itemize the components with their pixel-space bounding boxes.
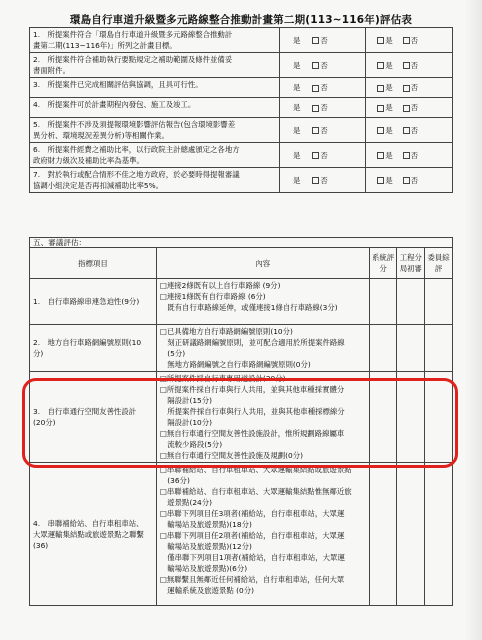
answer-cell-first (279, 143, 365, 168)
option-yes[interactable] (293, 175, 300, 186)
option-no[interactable] (320, 35, 327, 46)
indicator-text: 1. 自行車路線串連急迫性(9分) (33, 297, 140, 306)
option-no[interactable] (320, 82, 327, 93)
option-yes[interactable] (293, 82, 300, 93)
checkbox-icon[interactable] (312, 105, 319, 112)
answer-cell-first (279, 28, 365, 53)
criteria-option[interactable]: □連接2條既有以上自行車路線 (9分) (159, 281, 281, 290)
option-label: 是 (292, 103, 301, 112)
header-content: 內容 (156, 248, 369, 279)
criteria-option: 輸場站及旅遊景點)(12分) (159, 542, 252, 551)
indicator-text: (20分) (33, 418, 56, 427)
option-no[interactable] (401, 175, 418, 186)
option-label: 否 (410, 60, 419, 70)
indicator-text: 分) (33, 349, 44, 358)
checkbox-icon[interactable] (312, 85, 319, 92)
checkbox-icon[interactable] (403, 37, 410, 44)
checkbox-icon[interactable] (377, 62, 384, 69)
header-system-score: 系統評分 (369, 248, 397, 279)
checklist-row (30, 143, 453, 168)
answer-cell-second (366, 78, 453, 98)
answer-cell-first (279, 98, 365, 118)
option-label: 否 (320, 83, 328, 92)
checkbox-icon[interactable] (377, 37, 384, 44)
option-no[interactable] (401, 125, 418, 136)
criteria-content (156, 279, 369, 325)
criteria-option: 無地方路網編號之自行車路網編號原則(0分) (159, 360, 311, 369)
answer-cell-second (366, 28, 453, 53)
option-label: 否 (410, 175, 419, 185)
option-no[interactable] (320, 60, 327, 71)
question-text: 畫第二期(113~116年)」所列之計畫目標。 (33, 41, 177, 50)
checkbox-icon[interactable] (403, 62, 410, 69)
checklist-row (30, 78, 453, 98)
option-label: 否 (320, 103, 328, 112)
criteria-option: 既有自行車路線延伸，或僅連接1條自行車路線(3分) (159, 303, 338, 312)
branch-review-cell[interactable] (397, 279, 425, 325)
option-label: 否 (410, 83, 419, 92)
option-label: 是 (385, 60, 393, 70)
option-yes[interactable] (293, 125, 300, 136)
checkbox-icon[interactable] (312, 127, 319, 134)
criteria-option[interactable]: □無自行車通行空間友善性設施及規劃(0分) (159, 451, 303, 460)
option-yes[interactable] (293, 35, 300, 46)
criteria-option: 僅串聯下列項目1項者(補給站，自行車租車站，大眾運 (159, 553, 345, 562)
criteria-option: 輸場站及旅遊景點)(18分) (159, 520, 252, 529)
highlight-annotation (22, 378, 458, 468)
option-label: 是 (292, 150, 301, 160)
answer-cell-second (366, 98, 453, 118)
checklist-row (30, 118, 453, 143)
checklist-question (30, 98, 280, 118)
answer-cell-first (279, 168, 365, 193)
question-text: 2. 所提案件符合補助執行要點規定之補助範圍及條件並備妥 (33, 55, 233, 64)
checkbox-icon[interactable] (312, 177, 319, 184)
checklist-question (30, 118, 280, 143)
option-no[interactable] (401, 60, 418, 71)
checkbox-icon[interactable] (377, 152, 384, 159)
option-label: 是 (385, 150, 393, 160)
checkbox-icon[interactable] (312, 62, 319, 69)
header-item: 指標項目 (30, 248, 157, 279)
option-label: 否 (410, 125, 419, 135)
option-label: 是 (292, 125, 301, 135)
checkbox-icon[interactable] (377, 177, 384, 184)
option-no[interactable] (401, 102, 418, 113)
option-label: 否 (410, 35, 419, 45)
checkbox-icon[interactable] (403, 85, 410, 92)
committee-review-cell[interactable] (425, 325, 453, 372)
option-yes[interactable] (375, 175, 392, 186)
evaluation-row (30, 279, 453, 325)
option-label: 否 (320, 125, 328, 135)
option-yes[interactable] (375, 82, 392, 93)
eligibility-checklist (29, 27, 453, 193)
checklist-question (30, 28, 280, 53)
option-label: 是 (385, 83, 393, 92)
question-text: 4. 所提案件可於計畫期程內發包、施工及竣工。 (33, 100, 196, 109)
checkbox-icon[interactable] (403, 152, 410, 159)
criteria-option: 流較少路段(5分) (159, 440, 223, 449)
checklist-question (30, 78, 280, 98)
section-five-heading: 五、審議評估： (29, 237, 453, 247)
header-branch-review: 工程分局初審 (397, 248, 425, 279)
checkbox-icon[interactable] (377, 127, 384, 134)
criteria-option[interactable]: □串聯下列項目任2項者(補給站，自行車租車站，大眾運 (159, 531, 345, 540)
criteria-option[interactable]: □連接1條既有自行車路線 (6分) (159, 292, 266, 301)
checkbox-icon[interactable] (377, 85, 384, 92)
answer-cell-first (279, 78, 365, 98)
checklist-row (30, 98, 453, 118)
criteria-option: 運輸系統及旅遊景點 (0分) (159, 586, 254, 595)
option-no[interactable] (401, 82, 418, 93)
document-title: 環島自行車道升級暨多元路線整合推動計畫第二期(113~116年)評估表 (69, 14, 413, 26)
answer-cell-second (366, 118, 453, 143)
option-label: 是 (292, 60, 301, 70)
criteria-option: 所提案件採自行車與行人共用，並與其他車種採標線分 (159, 407, 345, 416)
checklist-question (30, 53, 280, 78)
option-label: 否 (320, 150, 328, 160)
option-label: 是 (292, 35, 301, 45)
branch-review-cell[interactable] (397, 325, 425, 372)
question-text: 3. 所提案件已完成相關評估與協調，且具可行性。 (33, 80, 203, 89)
option-yes[interactable] (293, 102, 300, 113)
option-label: 否 (410, 150, 419, 160)
evaluation-row (30, 463, 453, 606)
option-no[interactable] (320, 125, 327, 136)
option-yes[interactable] (375, 150, 392, 161)
system-score-cell[interactable] (369, 325, 397, 372)
criteria-option[interactable]: □無聯繫且無鄰近任何補給站，自行車租車站，任何大眾 (159, 575, 345, 584)
answer-cell-second (366, 168, 453, 193)
indicator-item (30, 279, 157, 325)
criteria-option: 隔設計(10分) (159, 418, 212, 427)
criteria-option: 遊景點(24分) (159, 498, 212, 507)
checklist-row (30, 53, 453, 78)
question-text: 協調小組決定是否再扣減補助比率5%。 (33, 181, 163, 190)
criteria-content (156, 325, 369, 372)
question-text: 6. 所提案件經費之補助比率，以行政院主計總處頒定之各地方 (33, 145, 240, 154)
option-no[interactable] (401, 150, 418, 161)
question-text: 書面附件。 (33, 66, 70, 75)
option-label: 是 (385, 35, 393, 45)
indicator-text: 2. 地方自行車路網編號原則(10 (33, 338, 142, 347)
option-yes[interactable] (375, 60, 392, 71)
checkbox-icon[interactable] (403, 127, 410, 134)
option-label: 是 (292, 175, 301, 185)
option-no[interactable] (320, 175, 327, 186)
criteria-option[interactable]: □串聯補給站、自行車租車站、大眾運輸集結點惟無鄰近旅 (159, 487, 352, 496)
checklist-row (30, 168, 453, 193)
checklist-question (30, 143, 280, 168)
criteria-option[interactable]: □所提案件採自行車專用道設計(20分) (159, 374, 286, 383)
option-label: 否 (320, 175, 328, 185)
checkbox-icon[interactable] (312, 37, 319, 44)
criteria-option[interactable]: □串聯下列項目任3項者(補給站，自行車租車站，大眾運 (159, 509, 345, 518)
question-text: 7. 對於執行或配合情形不佳之地方政府，於必要時得提報審議 (33, 170, 240, 179)
committee-review-cell[interactable] (425, 463, 453, 606)
criteria-option[interactable]: □無自行車通行空間友善性設施設計，惟所規劃路線屬車 (159, 429, 345, 438)
indicator-item (30, 463, 157, 606)
criteria-content (156, 463, 369, 606)
answer-cell-first (279, 53, 365, 78)
system-score-cell[interactable] (369, 279, 397, 325)
option-label: 否 (410, 103, 419, 112)
criteria-option[interactable]: □串聯補給站、自行車租車站、大眾運輸集結點或旅遊景點 (159, 465, 352, 474)
option-label: 否 (320, 35, 328, 45)
option-label: 是 (385, 125, 393, 135)
criteria-option[interactable]: □已具備地方自行車路網編號原則(10分) (159, 327, 293, 336)
criteria-option: (5分) (159, 349, 186, 358)
indicator-text: 大眾運輸集結點或旅遊景點之聯繫 (33, 529, 144, 539)
committee-review-cell[interactable] (425, 279, 453, 325)
checkbox-icon[interactable] (312, 152, 319, 159)
page-edge-shadow (464, 0, 482, 640)
indicator-item (30, 325, 157, 372)
question-text: 5. 所提案件不涉及須提報環境影響評估報告(包含環境影響差 (33, 120, 236, 129)
indicator-text: 3. 自行車通行空間友善性設計 (33, 407, 137, 416)
branch-review-cell[interactable] (397, 463, 425, 606)
option-no[interactable] (401, 35, 418, 46)
option-label: 是 (385, 103, 393, 112)
option-no[interactable] (320, 150, 327, 161)
checklist-row (30, 28, 453, 53)
system-score-cell[interactable] (369, 463, 397, 606)
option-yes[interactable] (293, 150, 300, 161)
option-label: 是 (292, 83, 301, 92)
option-no[interactable] (320, 102, 327, 113)
indicator-text: (36) (33, 540, 49, 550)
header-committee-review: 委員綜評 (425, 248, 453, 279)
question-text: 1. 所提案件符合「環島自行車道升級暨多元路線整合推動計 (33, 30, 233, 39)
question-text: 政府財力級次及補助比率為基準。 (33, 156, 144, 165)
option-yes[interactable] (375, 125, 392, 136)
checklist-question (30, 168, 280, 193)
answer-cell-second (366, 143, 453, 168)
checkbox-icon[interactable] (403, 177, 410, 184)
question-text: 異分析、環境現況差異分析)等相關作業。 (33, 131, 169, 140)
checkbox-icon[interactable] (403, 105, 410, 112)
answer-cell-first (279, 118, 365, 143)
indicator-text: 4. 串聯補給站、自行車租車站、 (33, 518, 144, 528)
criteria-option: 輸場站及旅遊景點)(6分) (159, 564, 248, 573)
option-label: 是 (385, 175, 393, 185)
option-label: 否 (320, 60, 328, 70)
criteria-option: 隔設計(15分) (159, 396, 212, 405)
criteria-option: (36分) (159, 476, 190, 485)
option-yes[interactable] (375, 102, 392, 113)
option-yes[interactable] (375, 35, 392, 46)
criteria-option: 刻正研議路網編號原則，並可配合適用於所提案件路線 (159, 338, 345, 347)
option-yes[interactable] (293, 60, 300, 71)
criteria-option[interactable]: □所提案件採自行車與行人共用，並與其他車種採實體分 (159, 385, 345, 394)
checkbox-icon[interactable] (377, 105, 384, 112)
evaluation-row (30, 325, 453, 372)
answer-cell-second (366, 53, 453, 78)
